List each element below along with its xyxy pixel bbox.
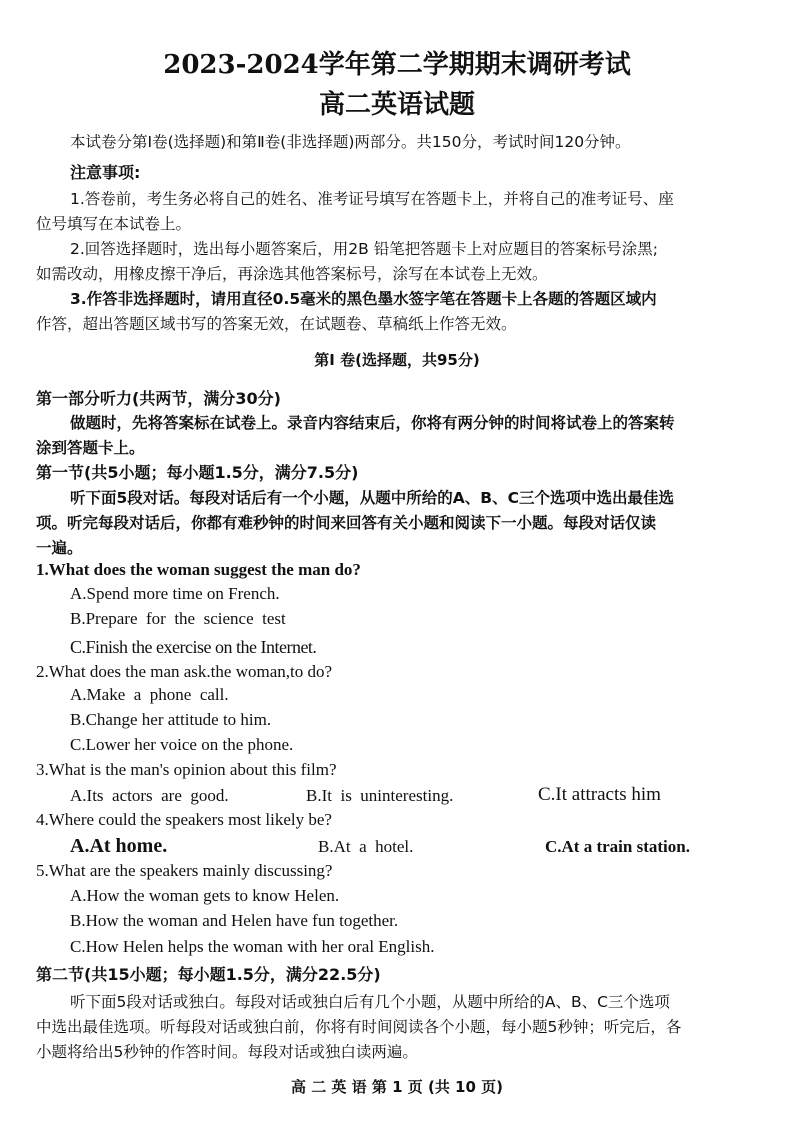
question-1-option-c: C.Finish the exercise on the Internet. (70, 637, 317, 657)
exam-title: 2023-2024学年第二学期期末调研考试 (163, 50, 631, 80)
question-3-option-a: A.Its actors are good. (70, 786, 229, 805)
section-1-desc-line-1: 听下面5段对话。每段对话后有一个小题，从题中所给的A、B、C三个选项中选出最佳选 (70, 489, 674, 507)
intro-text: 本试卷分第I卷(选择题)和第Ⅱ卷(非选择题)两部分。共150分，考试时间120分钟。 (70, 133, 631, 151)
section-1-desc-line-2: 项。听完每段对话后，你都有难秒钟的时间来回答有关小题和阅读下一小题。每段对话仅读 (36, 514, 657, 532)
note-1-line-2: 位号填写在本试卷上。 (36, 215, 192, 233)
section-2-title: 第二节(共15小题；每小题1.5分，满分22.5分) (36, 965, 381, 984)
note-3-line-1: 3.作答非选择题时，请用直径0.5毫米的黑色墨水签字笔在答题卡上各题的答题区域内 (70, 290, 657, 308)
question-1-option-b: B.Prepare for the science test (70, 609, 286, 628)
question-3: 3.What is the man's opinion about this film? (36, 760, 337, 779)
part-1-title: 第一部分听力(共两节，满分30分) (36, 389, 281, 408)
page-footer: 高 二 英 语 第 1 页 (共 10 页) (290, 1078, 504, 1096)
section-1-desc-line-3: 一遍。 (36, 539, 83, 557)
question-5-option-a: A.How the woman gets to know Helen. (70, 886, 340, 905)
notes-heading: 注意事项: (70, 163, 141, 182)
question-2-option-b: B.Change her attitude to him. (70, 710, 272, 729)
question-3-option-b: B.It is uninteresting. (306, 786, 454, 805)
note-2-line-1: 2.回答选择题时，选出每小题答案后，用2B 铅笔把答题卡上对应题目的答案标号涂黑; (70, 240, 658, 258)
question-4-option-b: B.At a hotel. (318, 837, 414, 856)
question-3-option-c: C.It attracts him (538, 784, 661, 805)
section-2-desc-line-3: 小题将给出5秒钟的作答时间。每段对话或独白读两遍。 (36, 1043, 418, 1061)
question-5: 5.What are the speakers mainly discussing? (36, 861, 333, 880)
question-1: 1.What does the woman suggest the man do? (36, 560, 361, 579)
question-5-option-b: B.How the woman and Helen have fun together. (70, 911, 399, 930)
note-1-line-1: 1.答卷前，考生务必将自己的姓名、准考证号填写在答题卡上，并将自己的准考证号、座 (70, 190, 674, 208)
question-4: 4.Where could the speakers most likely be? (36, 810, 332, 829)
section-2-desc-line-2: 中选出最佳选项。听每段对话或独白前，你将有时间阅读各个小题，每小题5秒钟；听完后，各 (36, 1018, 682, 1036)
part-1-desc-line-2: 涂到答题卡上。 (36, 439, 145, 457)
question-5-option-c: C.How Helen helps the woman with her oral English. (70, 937, 435, 956)
question-2-option-c: C.Lower her voice on the phone. (70, 735, 294, 754)
question-2: 2.What does the man ask.the woman,to do? (36, 662, 333, 681)
question-1-option-a: A.Spend more time on French. (70, 584, 280, 603)
volume-1-title: 第I 卷(选择题，共95分) (314, 351, 480, 369)
exam-subtitle: 高二英语试题 (318, 90, 475, 120)
question-4-option-a: A.At home. (70, 835, 168, 857)
section-1-title: 第一节(共5小题；每小题1.5分，满分7.5分) (36, 463, 359, 482)
section-2-desc-line-1: 听下面5段对话或独白。每段对话或独白后有几个小题，从题中所给的A、B、C三个选项 (70, 993, 670, 1011)
question-2-option-a: A.Make a phone call. (70, 685, 229, 704)
note-3-line-2: 作答，超出答题区域书写的答案无效，在试题卷、草稿纸上作答无效。 (36, 315, 517, 333)
question-4-option-c: C.At a train station. (545, 837, 690, 856)
part-1-desc-line-1: 做题时，先将答案标在试卷上。录音内容结束后，你将有两分钟的时间将试卷上的答案转 (70, 414, 675, 432)
note-2-line-2: 如需改动，用橡皮擦干净后，再涂选其他答案标号，涂写在本试卷上无效。 (36, 265, 548, 283)
